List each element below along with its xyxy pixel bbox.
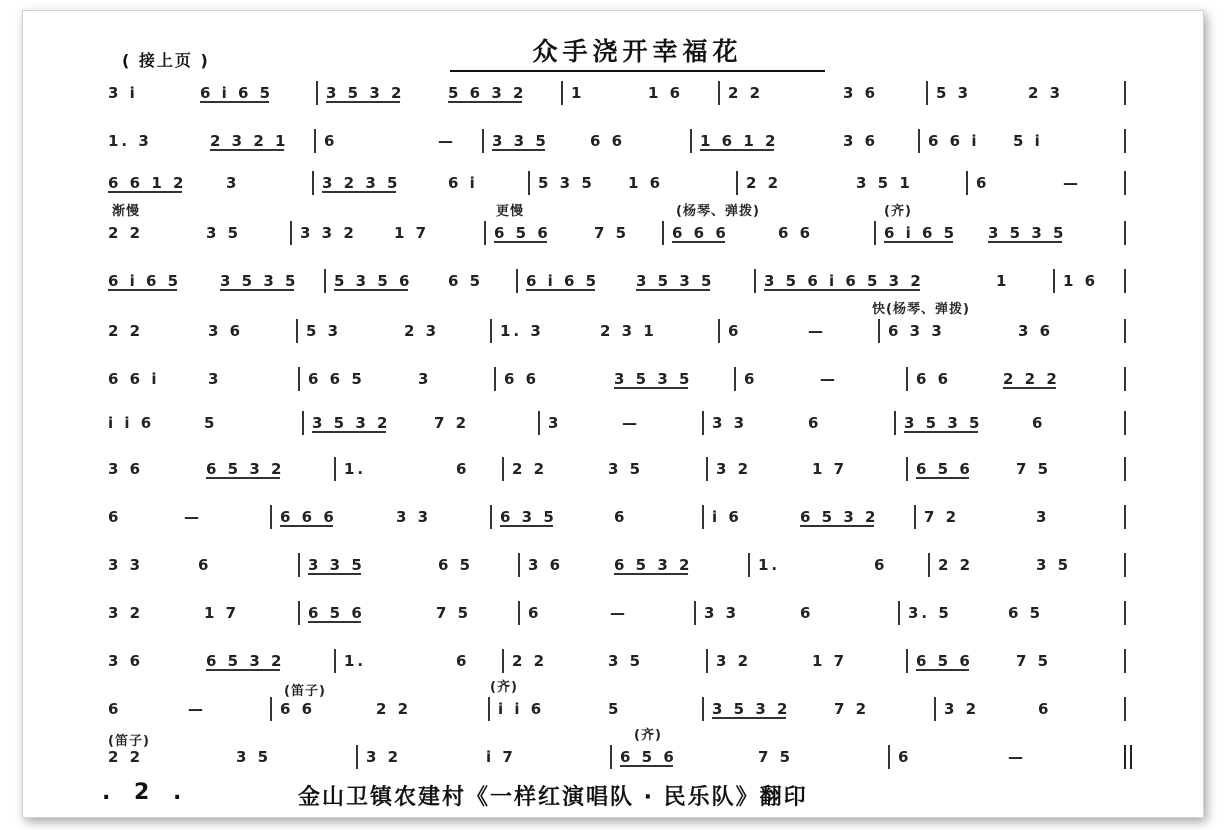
barline — [528, 171, 530, 195]
barline — [316, 81, 318, 105]
barline — [1124, 553, 1126, 577]
note-group: 6 — [324, 132, 338, 150]
note-group: 3 — [226, 174, 240, 192]
barline — [494, 367, 496, 391]
note-group: 6 5 3 2 — [206, 648, 284, 674]
page-title: 众手浇开幸福花 — [450, 32, 825, 72]
note-group: 1. — [344, 460, 367, 478]
barline — [888, 745, 890, 769]
note-group: 5 6 3 2 — [448, 80, 526, 106]
barline — [490, 505, 492, 529]
note-group: 6 — [108, 700, 122, 718]
note-group: 6 6 — [916, 370, 952, 388]
note-group: — — [438, 132, 456, 150]
score-line — [108, 366, 1143, 402]
note-group: 6 i 6 5 — [884, 220, 957, 246]
barline — [702, 697, 704, 721]
barline — [298, 553, 300, 577]
note-group: 6 5 3 2 — [614, 552, 692, 578]
barline — [1124, 171, 1126, 195]
barline — [1124, 411, 1126, 435]
score-line — [108, 696, 1143, 732]
barline — [270, 505, 272, 529]
note-group: 2 2 — [108, 322, 144, 340]
note-group: 6 5 6 — [308, 600, 365, 626]
note-group: 2 2 — [108, 224, 144, 242]
barline — [1124, 269, 1126, 293]
note-group: 2 2 — [746, 174, 782, 192]
note-group: 3 5 3 2 — [326, 80, 404, 106]
note-group: 3 5 1 — [856, 174, 913, 192]
note-group: 6 6 — [504, 370, 540, 388]
note-group: i i 6 — [498, 700, 545, 718]
note-group: 2 3 2 1 — [210, 128, 288, 154]
barline — [926, 81, 928, 105]
note-group: 5 i — [1013, 132, 1043, 150]
note-group: 6 — [728, 322, 742, 340]
barline — [918, 129, 920, 153]
note-group: 3 6 — [108, 652, 144, 670]
note-group: 5 3 5 6 — [334, 268, 412, 294]
score-line — [108, 552, 1143, 588]
note-group: — — [808, 322, 826, 340]
barline — [874, 221, 876, 245]
barline — [914, 505, 916, 529]
note-group: 6 5 3 2 — [800, 504, 878, 530]
score-line — [108, 318, 1143, 354]
note-group: 3 6 — [1018, 322, 1054, 340]
note-group: 6 5 — [1008, 604, 1044, 622]
note-group: 3 5 3 5 — [904, 410, 982, 436]
note-group: 6 — [198, 556, 212, 574]
note-group: 3 5 — [608, 652, 644, 670]
note-group: 6 5 6 — [916, 456, 973, 482]
barline — [1124, 697, 1126, 721]
barline — [736, 171, 738, 195]
barline — [502, 649, 504, 673]
barline — [1124, 129, 1126, 153]
barline — [561, 81, 563, 105]
note-group: 6 — [1038, 700, 1052, 718]
barline — [490, 319, 492, 343]
barline — [1124, 221, 1126, 245]
barline — [270, 697, 272, 721]
note-group: 6 — [874, 556, 888, 574]
score-line — [108, 504, 1143, 540]
note-group: 3. 5 — [908, 604, 952, 622]
barline — [502, 457, 504, 481]
note-group: 1. — [758, 556, 781, 574]
note-group: 3 2 3 5 — [322, 170, 400, 196]
note-group: 5 3 5 — [538, 174, 595, 192]
barline — [1053, 269, 1055, 293]
note-group: 2 3 — [404, 322, 440, 340]
note-group: 2 2 2 — [1003, 366, 1060, 392]
note-group: 3 2 — [716, 652, 752, 670]
barline — [484, 221, 486, 245]
score-line — [108, 80, 1143, 116]
note-group: 2 3 1 — [600, 322, 657, 340]
barline — [702, 411, 704, 435]
barline — [298, 601, 300, 625]
note-group: 3 — [548, 414, 562, 432]
barline — [906, 367, 908, 391]
barline — [718, 319, 720, 343]
note-group: 6 5 6 — [916, 648, 973, 674]
score-line — [108, 410, 1143, 446]
note-group: 3 6 — [843, 132, 879, 150]
note-group: 6 — [898, 748, 912, 766]
page-number: . 2 . — [102, 780, 190, 805]
annotation-dizi: (笛子) — [284, 684, 326, 699]
note-group: 3 5 3 5 — [636, 268, 714, 294]
note-group: 6 — [456, 652, 470, 670]
note-group: 1 6 — [648, 84, 684, 102]
note-group: 3 2 — [944, 700, 980, 718]
barline — [538, 411, 540, 435]
note-group: 2 2 — [728, 84, 764, 102]
note-group: 3 5 — [1036, 556, 1072, 574]
note-group: 2 3 — [1028, 84, 1064, 102]
note-group: 6 6 6 — [672, 220, 729, 246]
barline — [312, 171, 314, 195]
note-group: 7 5 — [594, 224, 630, 242]
barline — [1124, 367, 1126, 391]
note-group: 3 5 3 5 — [988, 220, 1066, 246]
score-line — [108, 648, 1143, 684]
barline — [1124, 505, 1126, 529]
note-group: 3 5 3 2 — [712, 696, 790, 722]
note-group: 1 6 — [628, 174, 664, 192]
note-group: 2 2 — [108, 748, 144, 766]
note-group: 3 3 — [704, 604, 740, 622]
barline — [610, 745, 612, 769]
barline — [694, 601, 696, 625]
note-group: 1 6 — [1063, 272, 1099, 290]
note-group: 1 7 — [812, 652, 848, 670]
continued-label: ( 接上页 ) — [122, 51, 210, 70]
note-group: 3 — [1036, 508, 1050, 526]
note-group: — — [1063, 174, 1081, 192]
final-barline — [1124, 745, 1132, 769]
note-group: 1 7 — [394, 224, 430, 242]
note-group: 7 5 — [436, 604, 472, 622]
barline — [324, 269, 326, 293]
note-group: 7 2 — [924, 508, 960, 526]
note-group: 3 5 3 5 — [614, 366, 692, 392]
score-line — [108, 128, 1143, 164]
note-group: 6 6 i — [108, 370, 160, 388]
barline — [928, 553, 930, 577]
note-group: 3 5 3 2 — [312, 410, 390, 436]
note-group: 3 3 — [396, 508, 432, 526]
note-group: 3 5 — [236, 748, 272, 766]
note-group: 3 — [418, 370, 432, 388]
note-group: 3 6 — [843, 84, 879, 102]
note-group: 6 — [108, 508, 122, 526]
note-group: 6 5 3 2 — [206, 456, 284, 482]
note-group: 1 7 — [812, 460, 848, 478]
note-group: 3 3 5 — [492, 128, 549, 154]
note-group: 6 6 6 — [280, 504, 337, 530]
note-group: 5 3 — [936, 84, 972, 102]
note-group: 3 5 3 5 — [220, 268, 298, 294]
note-group: 5 — [608, 700, 622, 718]
note-group: 3 i — [108, 84, 138, 102]
note-group: 5 3 — [306, 322, 342, 340]
score-line — [108, 600, 1143, 636]
annotation-dizi: (笛子) — [108, 734, 150, 749]
note-group: 6 — [456, 460, 470, 478]
note-group: 1. 3 — [500, 322, 544, 340]
note-group: 6 — [808, 414, 822, 432]
note-group: 3 3 5 — [308, 552, 365, 578]
score-line — [108, 268, 1143, 304]
note-group: 6 — [614, 508, 628, 526]
note-group: 6 6 5 — [308, 370, 365, 388]
annotation-hui-man: 更慢 — [496, 204, 525, 219]
note-group: 6 6 — [778, 224, 814, 242]
note-group: 5 — [204, 414, 218, 432]
note-group: 7 2 — [834, 700, 870, 718]
note-group: 1. 3 — [108, 132, 152, 150]
barline — [906, 649, 908, 673]
note-group: 6 6 i — [928, 132, 980, 150]
barline — [898, 601, 900, 625]
note-group: 6 — [800, 604, 814, 622]
barline — [334, 649, 336, 673]
barline — [1124, 319, 1126, 343]
barline — [518, 553, 520, 577]
annotation-qi: (齐) — [490, 680, 518, 695]
note-group: 7 2 — [434, 414, 470, 432]
note-group: 6 i 6 5 — [108, 268, 181, 294]
note-group: 6 5 — [438, 556, 474, 574]
barline — [516, 269, 518, 293]
note-group: 1 — [996, 272, 1010, 290]
note-group: 7 5 — [1016, 460, 1052, 478]
note-group: 3 2 — [108, 604, 144, 622]
barline — [718, 81, 720, 105]
barline — [290, 221, 292, 245]
barline — [754, 269, 756, 293]
note-group: 3 6 — [208, 322, 244, 340]
note-group: 6 3 5 — [500, 504, 557, 530]
note-group: 3 — [208, 370, 222, 388]
barline — [706, 457, 708, 481]
note-group: 7 5 — [1016, 652, 1052, 670]
barline — [518, 601, 520, 625]
footer-credit: 金山卫镇农建村《一样红演唱队 · 民乐队》翻印 — [298, 785, 808, 810]
note-group: 2 2 — [376, 700, 412, 718]
annotation-qi: (齐) — [884, 204, 912, 219]
score-line — [108, 456, 1143, 492]
note-group: 1 7 — [204, 604, 240, 622]
note-group: 1 6 1 2 — [700, 128, 778, 154]
note-group: 6 — [744, 370, 758, 388]
note-group: 3 6 — [108, 460, 144, 478]
note-group: i 7 — [486, 748, 516, 766]
note-group: — — [188, 700, 206, 718]
note-group: 6 — [1032, 414, 1046, 432]
barline — [706, 649, 708, 673]
note-group: — — [184, 508, 202, 526]
barline — [690, 129, 692, 153]
note-group: 3 2 — [716, 460, 752, 478]
barline — [482, 129, 484, 153]
note-group: 6 6 — [280, 700, 316, 718]
note-group: 3 2 — [366, 748, 402, 766]
barline — [334, 457, 336, 481]
barline — [894, 411, 896, 435]
barline — [314, 129, 316, 153]
note-group: 6 6 1 2 — [108, 170, 186, 196]
annotation-yangqin-tanbo: (杨琴、弹拨) — [676, 204, 760, 219]
barline — [1124, 649, 1126, 673]
annotation-jian-man: 渐慢 — [112, 204, 141, 219]
annotation-qi: (齐) — [634, 728, 662, 743]
note-group: 2 2 — [938, 556, 974, 574]
barline — [1124, 601, 1126, 625]
note-group: 6 — [528, 604, 542, 622]
note-group: 1 — [571, 84, 585, 102]
note-group: 6 3 3 — [888, 322, 945, 340]
score-line — [108, 744, 1143, 780]
note-group: 1. — [344, 652, 367, 670]
note-group: 3 5 — [206, 224, 242, 242]
barline — [662, 221, 664, 245]
note-group: 3 5 — [608, 460, 644, 478]
note-group: 2 2 — [512, 460, 548, 478]
note-group: i i 6 — [108, 414, 155, 432]
note-group: 6 i 6 5 — [200, 80, 273, 106]
barline — [488, 697, 490, 721]
barline — [1124, 81, 1126, 105]
note-group: — — [1008, 748, 1026, 766]
note-group: 6 6 — [590, 132, 626, 150]
note-group: 3 6 — [528, 556, 564, 574]
score-line — [108, 170, 1143, 206]
note-group: 6 5 6 — [494, 220, 551, 246]
note-group: 6 5 6 — [620, 744, 677, 770]
note-group: 7 5 — [758, 748, 794, 766]
note-group: — — [820, 370, 838, 388]
barline — [748, 553, 750, 577]
note-group: 3 5 6 i 6 5 3 2 — [764, 268, 924, 294]
note-group: — — [610, 604, 628, 622]
barline — [298, 367, 300, 391]
note-group: 6 — [976, 174, 990, 192]
barline — [878, 319, 880, 343]
score-line — [108, 220, 1143, 256]
note-group: 3 3 — [712, 414, 748, 432]
note-group: 6 5 — [448, 272, 484, 290]
barline — [966, 171, 968, 195]
note-group: 2 2 — [512, 652, 548, 670]
barline — [296, 319, 298, 343]
barline — [1124, 457, 1126, 481]
barline — [702, 505, 704, 529]
barline — [356, 745, 358, 769]
note-group: 3 3 2 — [300, 224, 357, 242]
barline — [302, 411, 304, 435]
barline — [934, 697, 936, 721]
note-group: 6 i — [448, 174, 478, 192]
note-group: 3 3 — [108, 556, 144, 574]
note-group: 6 i 6 5 — [526, 268, 599, 294]
annotation-kuai-yangqin-tanbo: 快(杨琴、弹拨) — [872, 302, 970, 317]
barline — [734, 367, 736, 391]
note-group: — — [622, 414, 640, 432]
barline — [906, 457, 908, 481]
note-group: i 6 — [712, 508, 742, 526]
